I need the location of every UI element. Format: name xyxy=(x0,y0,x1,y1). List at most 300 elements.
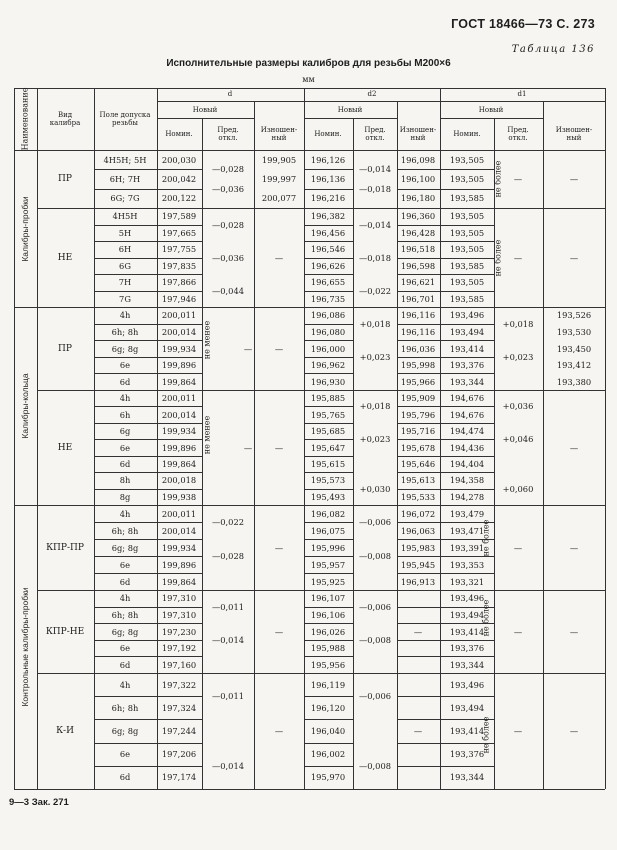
table-rule xyxy=(94,225,202,226)
table-cell: —0,014 xyxy=(358,164,392,175)
table-rule xyxy=(94,456,202,457)
table-rule xyxy=(94,274,202,275)
table-cell: 193,505 xyxy=(449,227,485,238)
table-cell: 196,026 xyxy=(310,626,346,637)
table-cell: 195,765 xyxy=(310,409,346,420)
table-cell: 193,505 xyxy=(449,174,485,184)
table-cell: —0,008 xyxy=(358,634,392,645)
header-d: d xyxy=(227,90,233,98)
note-max: не более xyxy=(481,716,491,754)
dash: — xyxy=(569,726,579,736)
table-rule xyxy=(14,88,15,789)
table-cell: 6g; 8g xyxy=(111,542,139,553)
table-rule xyxy=(397,225,494,226)
table-rule xyxy=(304,607,353,608)
table-cell: 196,655 xyxy=(310,277,346,288)
table-cell: 193,585 xyxy=(449,193,485,204)
header-nominal: Номин. xyxy=(314,130,342,138)
table-rule xyxy=(397,118,398,789)
table-cell: 197,192 xyxy=(161,643,197,654)
table-rule xyxy=(304,169,353,170)
table-cell: 196,072 xyxy=(400,508,436,519)
table-cell: 194,474 xyxy=(449,426,485,437)
header-tolerance: Поле допуска резьбы xyxy=(99,111,151,127)
table-rule xyxy=(157,101,304,102)
table-cell: 193,344 xyxy=(449,772,485,783)
table-cell: 193,344 xyxy=(449,376,485,387)
table-cell: 193,353 xyxy=(449,559,485,570)
table-rule xyxy=(94,719,202,720)
table-rule xyxy=(94,291,202,292)
table-cell: 193,414 xyxy=(449,343,485,354)
table-cell: 196,120 xyxy=(310,702,346,713)
table-rule xyxy=(304,696,353,697)
table-cell: —0,014 xyxy=(211,634,245,645)
table-rule xyxy=(94,640,202,641)
dash: — xyxy=(274,626,284,637)
table-cell: +0,036 xyxy=(502,401,534,412)
table-cell: 195,646 xyxy=(400,458,436,469)
header-d1-new: Новый xyxy=(478,106,504,114)
table-cell: 4h xyxy=(119,593,131,604)
table-cell: 6e xyxy=(119,559,131,570)
table-cell: 195,796 xyxy=(400,409,436,420)
table-cell: +0,018 xyxy=(359,318,391,329)
dash: — xyxy=(513,542,523,553)
table-cell: +0,023 xyxy=(502,351,534,362)
table-cell: 6g; 8g xyxy=(111,626,139,637)
table-cell: 196,107 xyxy=(310,593,346,604)
header-limit: Пред. откл. xyxy=(507,126,529,142)
table-cell: 6d xyxy=(119,576,131,587)
table-rule xyxy=(304,640,353,641)
table-rule xyxy=(304,456,353,457)
table-cell: 193,376 xyxy=(449,749,485,760)
table-rule xyxy=(37,590,605,591)
table-cell: 195,885 xyxy=(310,393,346,404)
table-cell: 193,344 xyxy=(449,659,485,670)
table-cell: 6h; 8h xyxy=(111,326,139,337)
table-cell: 6e xyxy=(119,360,131,371)
table-cell: 197,244 xyxy=(161,726,197,736)
table-rule xyxy=(304,340,353,341)
table-cell: 195,988 xyxy=(310,643,346,654)
table-cell: 193,585 xyxy=(449,293,485,304)
table-rule xyxy=(304,241,353,242)
table-cell: 193,496 xyxy=(449,679,485,690)
table-cell: 195,996 xyxy=(310,542,346,553)
table-cell: 6G xyxy=(119,260,131,271)
table-cell: —0,008 xyxy=(358,760,392,771)
note-max: не более xyxy=(493,160,503,198)
table-rule xyxy=(304,373,353,374)
header-d-new: Новый xyxy=(192,106,218,114)
table-cell: 6d xyxy=(119,659,131,670)
table-cell: 193,376 xyxy=(449,360,485,371)
table-cell: 196,598 xyxy=(400,260,436,271)
table-cell: 193,450 xyxy=(556,343,592,354)
table-rule xyxy=(440,118,543,119)
table-cell: —0,018 xyxy=(358,183,392,194)
table-rule xyxy=(397,623,494,624)
table-cell: 195,533 xyxy=(400,491,436,502)
table-rule xyxy=(397,456,494,457)
table-cell: 196,063 xyxy=(400,525,436,536)
table-cell: 197,324 xyxy=(161,702,197,713)
dash: — xyxy=(513,726,523,736)
table-cell: 193,471 xyxy=(449,525,485,536)
table-rule xyxy=(397,406,494,407)
table-rule xyxy=(37,307,605,308)
table-rule xyxy=(397,241,494,242)
table-rule xyxy=(494,118,495,789)
table-cell: 196,098 xyxy=(400,154,436,165)
table-rule xyxy=(254,118,255,789)
dash: — xyxy=(513,626,523,637)
table-rule xyxy=(304,189,353,190)
table-cell: 193,479 xyxy=(449,508,485,519)
table-rule xyxy=(397,274,494,275)
table-cell: 193,391 xyxy=(449,542,485,553)
table-cell: +0,023 xyxy=(359,434,391,445)
gauge-type: К-И xyxy=(56,726,74,736)
table-cell: 195,966 xyxy=(400,376,436,387)
table-cell: 196,002 xyxy=(310,749,346,760)
table-rule xyxy=(304,118,397,119)
table-rule xyxy=(397,573,494,574)
table-cell: 196,106 xyxy=(310,609,346,620)
table-cell: 197,946 xyxy=(161,293,197,304)
table-cell: 193,505 xyxy=(449,154,485,165)
table-cell: 196,701 xyxy=(400,293,436,304)
table-cell: 193,530 xyxy=(556,326,592,337)
table-cell: 199,934 xyxy=(161,542,197,553)
table-rule xyxy=(304,101,440,102)
table-rule xyxy=(304,719,353,720)
header-name: Наименование xyxy=(20,87,30,151)
table-cell: —0,006 xyxy=(358,601,392,612)
table-rule xyxy=(304,258,353,259)
table-rule xyxy=(304,556,353,557)
table-cell: 196,000 xyxy=(310,343,346,354)
table-rule xyxy=(94,743,202,744)
table-cell: +0,030 xyxy=(359,483,391,494)
table-rule xyxy=(94,357,202,358)
note-min: не менее xyxy=(202,320,212,360)
table-rule xyxy=(94,340,202,341)
table-cell: 200,014 xyxy=(161,409,197,420)
table-cell: 195,615 xyxy=(310,458,346,469)
table-rule xyxy=(94,373,202,374)
table-rule xyxy=(304,743,353,744)
table-rule xyxy=(543,118,544,789)
table-cell: 197,174 xyxy=(161,772,197,783)
table-rule xyxy=(304,291,353,292)
header-d1: d1 xyxy=(517,90,527,98)
table-cell: 196,136 xyxy=(310,174,346,184)
table-rule xyxy=(304,573,353,574)
table-cell: 196,126 xyxy=(310,154,346,165)
table-rule xyxy=(94,522,202,523)
table-cell: 196,116 xyxy=(400,310,436,321)
table-cell: 193,526 xyxy=(556,310,592,321)
table-rule xyxy=(304,489,353,490)
table-cell: 195,493 xyxy=(310,491,346,502)
table-cell: 6h; 8h xyxy=(111,525,139,536)
table-cell: 195,678 xyxy=(400,442,436,453)
header-worn: Изношен-ный xyxy=(399,126,437,142)
gauge-type: ПР xyxy=(58,174,72,184)
table-rule xyxy=(397,539,494,540)
table-cell: 4H5H; 5H xyxy=(103,154,147,165)
table-rule xyxy=(304,623,353,624)
unit-label: мм xyxy=(302,75,315,84)
table-rule xyxy=(353,118,354,789)
group-label: Калибры-пробки xyxy=(20,195,30,262)
dash: — xyxy=(274,726,284,736)
table-cell: 196,913 xyxy=(400,576,436,587)
table-rule xyxy=(397,766,494,767)
table-cell: 197,866 xyxy=(161,277,197,288)
table-cell: 199,934 xyxy=(161,426,197,437)
table-cell: +0,023 xyxy=(359,351,391,362)
table-cell: 196,082 xyxy=(310,508,346,519)
table-cell: 196,428 xyxy=(400,227,436,238)
table-rule xyxy=(397,522,494,523)
header-gauge: Вид калибра xyxy=(49,111,81,127)
table-cell: 200,014 xyxy=(161,525,197,536)
gauge-type: НЕ xyxy=(57,442,73,453)
table-cell: 196,930 xyxy=(310,376,346,387)
table-rule xyxy=(304,656,353,657)
table-cell: —0,011 xyxy=(211,691,245,702)
table-cell: 200,030 xyxy=(161,154,197,165)
note-min: не менее xyxy=(202,415,212,455)
table-cell: 199,896 xyxy=(161,442,197,453)
dash: — xyxy=(413,626,423,637)
table-cell: 196,040 xyxy=(310,726,346,736)
table-title: Исполнительные размеры калибров для резьбы М200×6 xyxy=(166,58,451,69)
header-d2: d2 xyxy=(367,90,377,98)
table-cell: 196,119 xyxy=(310,679,346,690)
table-cell: 6g; 8g xyxy=(111,343,139,354)
table-cell: 193,496 xyxy=(449,593,485,604)
table-cell: —0,018 xyxy=(358,252,392,263)
table-cell: 199,864 xyxy=(161,458,197,469)
table-cell: 200,122 xyxy=(161,193,197,204)
table-rule xyxy=(37,208,605,209)
table-rule xyxy=(94,169,202,170)
table-rule xyxy=(14,505,37,506)
table-cell: 8g xyxy=(119,491,131,502)
table-rule xyxy=(37,88,38,789)
table-rule xyxy=(37,673,605,674)
table-rule xyxy=(37,390,605,391)
header-nominal: Номин. xyxy=(165,130,193,138)
table-cell: 8h xyxy=(119,475,131,486)
table-cell: 6g xyxy=(119,426,131,437)
page-header: ГОСТ 18466—73 С. 273 xyxy=(451,17,595,31)
header-limit: Пред. откл. xyxy=(217,126,239,142)
table-cell: 193,494 xyxy=(449,326,485,337)
table-cell: 199,934 xyxy=(161,343,197,354)
dash: — xyxy=(243,442,253,453)
table-cell: 193,505 xyxy=(449,211,485,222)
table-cell: 200,011 xyxy=(161,508,197,519)
table-cell: 200,011 xyxy=(161,310,197,321)
table-rule xyxy=(304,274,353,275)
table-rule xyxy=(543,101,544,150)
table-cell: 195,647 xyxy=(310,442,346,453)
table-cell: 6e xyxy=(119,643,131,654)
table-cell: 195,925 xyxy=(310,576,346,587)
table-cell: 6d xyxy=(119,376,131,387)
table-rule xyxy=(14,150,605,151)
table-cell: 200,011 xyxy=(161,393,197,404)
table-rule xyxy=(397,472,494,473)
table-cell: 197,310 xyxy=(161,593,197,604)
table-rule xyxy=(304,522,353,523)
table-cell: —0,014 xyxy=(211,760,245,771)
table-cell: 196,036 xyxy=(400,343,436,354)
table-cell: 196,456 xyxy=(310,227,346,238)
table-cell: 4H5H xyxy=(112,211,138,222)
dash: — xyxy=(569,626,579,637)
table-rule xyxy=(94,623,202,624)
table-cell: 6h; 8h xyxy=(111,609,139,620)
table-rule xyxy=(94,241,202,242)
table-cell: —0,036 xyxy=(211,183,245,194)
header-worn: Изношен-ный xyxy=(555,126,593,142)
table-rule xyxy=(397,373,494,374)
dash: — xyxy=(243,343,253,354)
table-cell: 196,626 xyxy=(310,260,346,271)
table-cell: 4h xyxy=(119,679,131,690)
table-rule xyxy=(397,607,494,608)
table-cell: 193,496 xyxy=(449,310,485,321)
table-cell: 4h xyxy=(119,393,131,404)
table-cell: +0,018 xyxy=(502,318,534,329)
table-rule xyxy=(304,324,353,325)
table-cell: 196,962 xyxy=(310,360,346,371)
header-nominal: Номин. xyxy=(453,130,481,138)
table-cell: 195,685 xyxy=(310,426,346,437)
dash: — xyxy=(513,174,523,184)
table-cell: 6H xyxy=(118,244,132,255)
table-cell: 193,585 xyxy=(449,260,485,271)
dash: — xyxy=(569,442,579,453)
table-cell: —0,011 xyxy=(211,601,245,612)
table-rule xyxy=(94,324,202,325)
header-limit: Пред. откл. xyxy=(364,126,386,142)
table-cell: 193,414 xyxy=(449,726,485,736)
table-cell: 199,938 xyxy=(161,491,197,502)
dash: — xyxy=(513,252,523,263)
table-cell: —0,028 xyxy=(211,219,245,230)
table-cell: 193,414 xyxy=(449,626,485,637)
table-cell: +0,018 xyxy=(359,401,391,412)
table-rule xyxy=(397,169,494,170)
table-cell: 6d xyxy=(119,772,131,783)
table-cell: 7H xyxy=(118,277,132,288)
table-cell: 193,494 xyxy=(449,609,485,620)
table-rule xyxy=(14,88,605,89)
table-rule xyxy=(94,423,202,424)
table-cell: 196,080 xyxy=(310,326,346,337)
group-label: Калибры-кольца xyxy=(20,373,30,439)
table-rule xyxy=(304,539,353,540)
table-cell: —0,044 xyxy=(211,285,245,296)
table-cell: 199,997 xyxy=(261,174,297,184)
table-rule xyxy=(37,789,605,790)
table-cell: 193,380 xyxy=(556,376,592,387)
header-d2-new: Новый xyxy=(337,106,363,114)
table-cell: 193,321 xyxy=(449,576,485,587)
table-cell: 194,676 xyxy=(449,409,485,420)
table-cell: 195,613 xyxy=(400,475,436,486)
table-rule xyxy=(94,489,202,490)
table-cell: 195,983 xyxy=(400,542,436,553)
table-cell: 7G xyxy=(119,293,131,304)
table-rule xyxy=(397,423,494,424)
table-rule xyxy=(397,324,494,325)
table-rule xyxy=(397,743,494,744)
table-rule xyxy=(605,88,606,789)
table-cell: 6e xyxy=(119,749,131,760)
table-cell: 195,957 xyxy=(310,559,346,570)
table-cell: 4h xyxy=(119,508,131,519)
table-rule xyxy=(304,423,353,424)
table-rule xyxy=(94,573,202,574)
table-rule xyxy=(397,340,494,341)
table-cell: —0,006 xyxy=(358,691,392,702)
page-footer: 9—3 Зак. 271 xyxy=(9,797,69,808)
gauge-type: ПР xyxy=(58,343,72,354)
table-rule xyxy=(397,439,494,440)
table-cell: 195,956 xyxy=(310,659,346,670)
table-cell: 4h xyxy=(119,310,131,321)
table-cell: 6G; 7G xyxy=(110,193,140,204)
table-cell: 200,018 xyxy=(161,475,197,486)
table-rule xyxy=(157,118,254,119)
table-cell: 197,755 xyxy=(161,244,197,255)
table-cell: 195,573 xyxy=(310,475,346,486)
table-cell: 6d xyxy=(119,458,131,469)
table-cell: 193,376 xyxy=(449,643,485,654)
table-cell: 196,086 xyxy=(310,310,346,321)
table-cell: 195,970 xyxy=(310,772,346,783)
dash: — xyxy=(274,343,284,354)
table-cell: 199,905 xyxy=(261,154,297,165)
table-rule xyxy=(397,656,494,657)
table-rule xyxy=(304,439,353,440)
table-cell: 195,716 xyxy=(400,426,436,437)
table-cell: 6h; 8h xyxy=(111,702,139,713)
table-rule xyxy=(94,556,202,557)
dash: — xyxy=(274,542,284,553)
gauge-type: КПР-ПР xyxy=(46,542,84,553)
table-cell: 196,382 xyxy=(310,211,346,222)
table-rule xyxy=(94,696,202,697)
table-cell: 197,310 xyxy=(161,609,197,620)
table-rule xyxy=(37,505,605,506)
table-cell: 196,546 xyxy=(310,244,346,255)
table-cell: 199,864 xyxy=(161,576,197,587)
table-cell: 197,206 xyxy=(161,749,197,760)
table-rule xyxy=(94,656,202,657)
table-cell: 193,505 xyxy=(449,244,485,255)
table-rule xyxy=(397,696,494,697)
